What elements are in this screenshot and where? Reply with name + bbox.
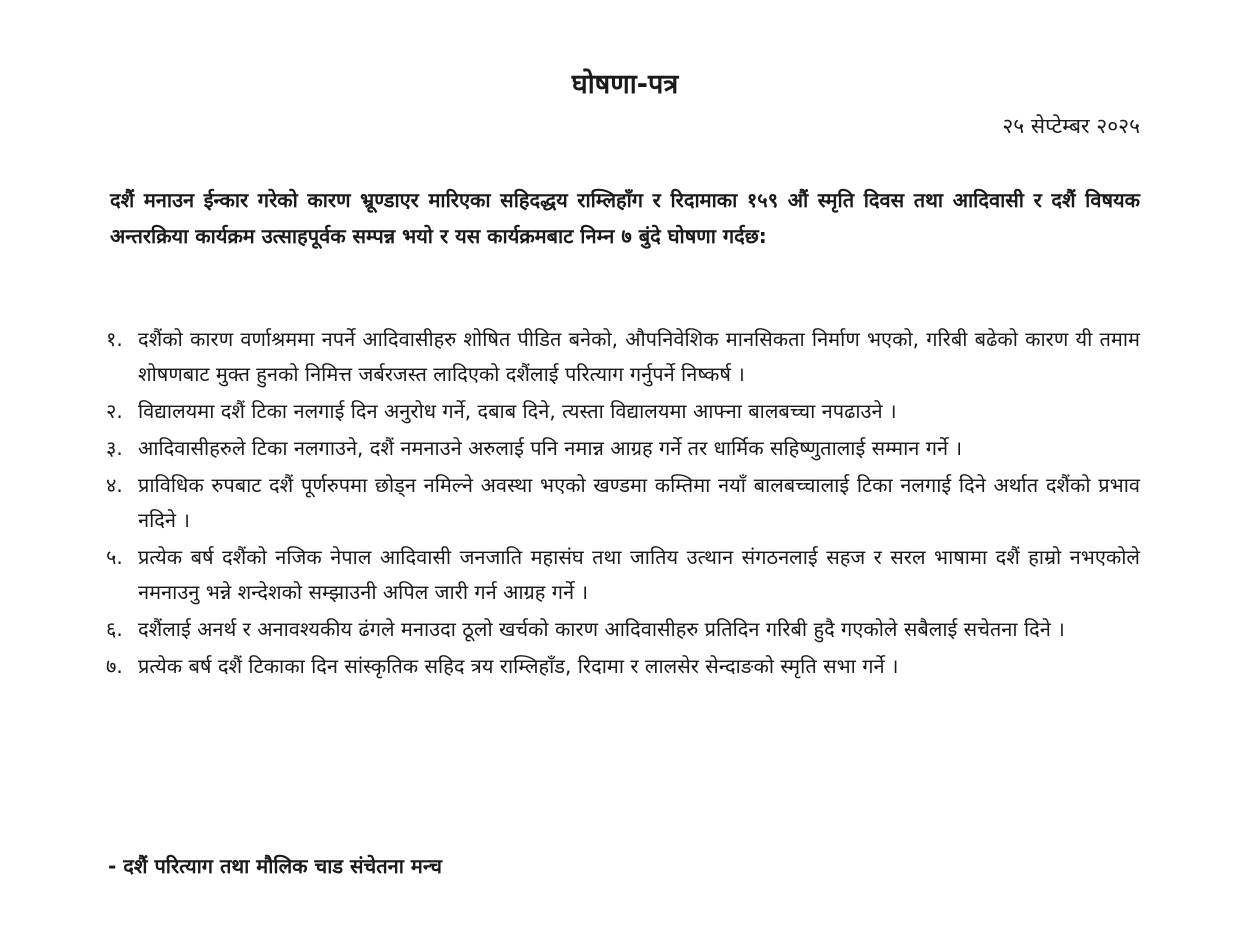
declaration-point <box>106 468 1140 538</box>
point-number: ५. <box>106 545 123 569</box>
declaration-point <box>106 612 1140 647</box>
document-title: घोषणा-पत्र <box>571 69 679 100</box>
point-text: प्रत्येक बर्ष दशैं टिकाका दिन सांस्कृतिक सहिद त्रय राम्लिहाँड, रिदामा र लालसेर सेन्दाङको स्मृति सभा गर्ने । <box>138 654 899 678</box>
intro-paragraph: दशैं मनाउन ईन्कार गरेको कारण भ्रूण्डाएर मारिएका सहिदद्धय राम्लिहाँग र रिदामाका १५९ औं स्मृति दिवस तथा आदिवासी र दशैं विषयक अन्तरक्रिया कार्यक्रम उत्साहपूर्वक सम्पन्न भयो र यस कार्यक्रमबाट निम्न ७ बुंदे घोषणा गर्दछ: <box>110 188 1140 248</box>
declaration-point <box>106 540 1140 610</box>
point-number: १. <box>106 327 123 351</box>
declaration-points-list <box>106 322 1140 686</box>
declaration-point <box>106 322 1140 392</box>
point-text: आदिवासीहरुले टिका नलगाउने, दशैं नमनाउने अरुलाई पनि नमान्न आग्रह गर्ने तर धार्मिक सहिष्णुतालाई सम्मान गर्ने । <box>138 436 963 460</box>
declaration-point <box>106 431 1140 466</box>
point-text: दशैंलाई अनर्थ र अनावश्यकीय ढंगले मनाउदा ठूलो खर्चको कारण आदिवासीहरु प्रतिदिन गरिबी हुदै गएकोले सबैलाई सचेतना दिने । <box>138 617 1065 641</box>
signature-line: - दशैं परित्याग तथा मौलिक चाड संचेतना मन्च <box>108 854 442 878</box>
declaration-point <box>106 649 1140 684</box>
point-text: प्राविधिक रुपबाट दशैं पूर्णरुपमा छोड्न नमिल्ने अवस्था भएको खण्डमा कम्तिमा नयाँ बालबच्चालाई टिका नलगाई दिने अर्थात दशैंको प्रभाव नदिने । <box>138 473 1140 532</box>
point-number: २. <box>106 399 123 423</box>
point-number: ४. <box>106 473 123 497</box>
declaration-point <box>106 394 1140 429</box>
point-text: विद्यालयमा दशैं टिका नलगाई दिन अनुरोध गर्ने, दबाब दिने, त्यस्ता विद्यालयमा आफ्ना बालबच्चा नपढाउने । <box>138 399 897 423</box>
point-number: ३. <box>106 436 123 460</box>
point-number: ७. <box>106 654 123 678</box>
point-text: दशैंको कारण वर्णाश्रममा नपर्ने आदिवासीहरु शोषित पीडित बनेको, औपनिवेशिक मानसिकता निर्माण भएको, गरिबी बढेको कारण यी तमाम शोषणबाट मुक्त हुनको निमित्त जर्बरजस्त लादिएको दशैंलाई परित्याग गर्नुपर्ने निष्कर्ष । <box>138 327 1140 386</box>
document-date: २५ सेप्टेम्बर २०२५ <box>1002 114 1140 138</box>
point-text: प्रत्येक बर्ष दशैंको नजिक नेपाल आदिवासी जनजाति महासंघ तथा जातिय उत्थान संगठनलाई सहज र सरल भाषामा दशैं हाम्रो नभएकोले नमनाउनु भन्ने शन्देशको सम्झाउनी अपिल जारी गर्न आग्रह गर्ने । <box>138 545 1140 604</box>
point-number: ६. <box>106 617 123 641</box>
